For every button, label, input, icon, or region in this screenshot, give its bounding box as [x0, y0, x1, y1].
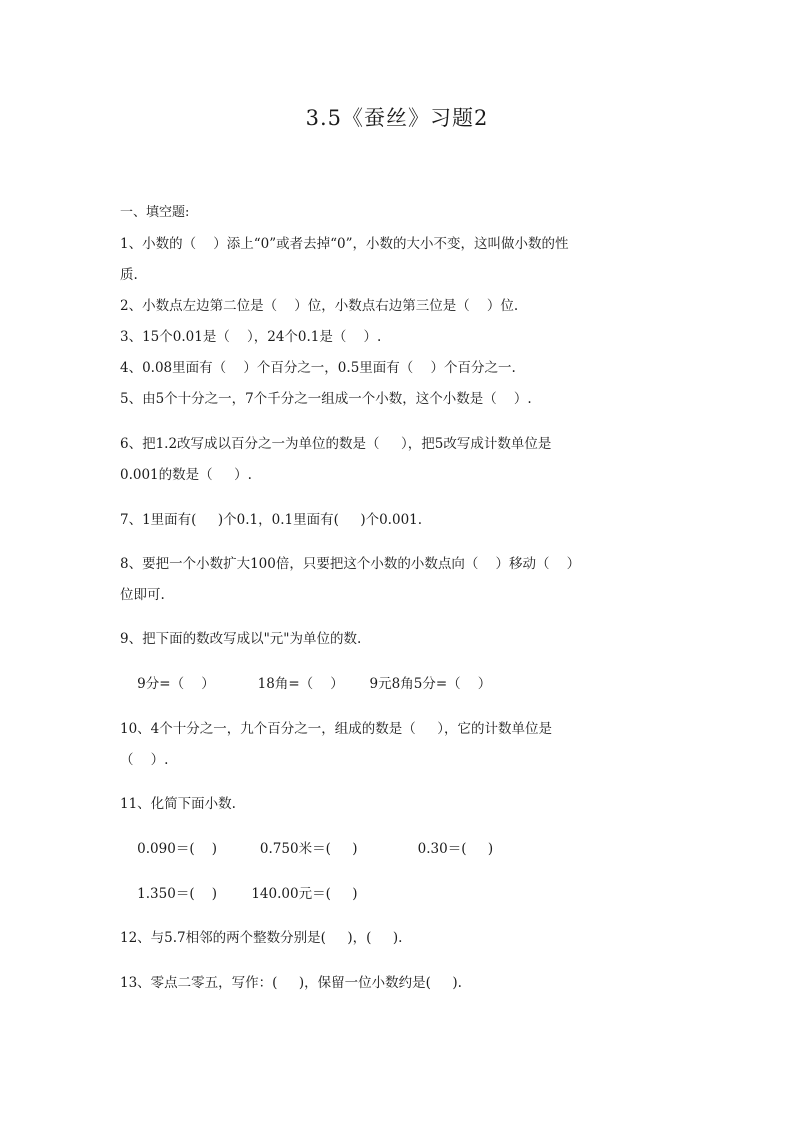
page-title: 3.5《蚕丝》习题2 — [305, 106, 489, 130]
question-3: 3、15个0.01是（ ），24个0.1是（ ）. — [120, 329, 382, 345]
question-7: 7、1里面有( )个0.1，0.1里面有( )个0.001. — [120, 512, 423, 528]
question-8-line-1: 8、要把一个小数扩大100倍，只要把这个小数的小数点向（ ）移动（ ） — [120, 556, 581, 572]
question-9-items: 9分=（ ） 18角=（ ） 9元8角5分=（ ） — [120, 676, 492, 692]
question-11-items-row-2: 1.350＝( ) 140.00元＝( ) — [120, 886, 358, 902]
question-6-line-1: 6、把1.2改写成以百分之一为单位的数是（ ），把5改写成计数单位是 — [120, 436, 552, 452]
question-9: 9、把下面的数改写成以"元"为单位的数. — [120, 631, 362, 647]
question-8-line-2: 位即可. — [120, 587, 165, 603]
question-5: 5、由5个十分之一，7个千分之一组成一个小数，这个小数是（ ）. — [120, 391, 532, 407]
question-10-line-1: 10、4个十分之一，九个百分之一，组成的数是（ ），它的计数单位是 — [120, 721, 552, 737]
question-13: 13、零点二零五，写作：( )，保留一位小数约是( ). — [120, 975, 462, 991]
question-4: 4、0.08里面有（ ）个百分之一，0.5里面有（ ）个百分之一. — [120, 360, 516, 376]
question-11: 11、化简下面小数. — [120, 796, 236, 812]
question-1-line-1: 1、小数的（ ）添上“0”或者去掉“0”，小数的大小不变，这叫做小数的性 — [120, 236, 569, 252]
question-6-line-2: 0.001的数是（ ）. — [120, 467, 252, 483]
section-heading: 一、填空题: — [120, 205, 190, 220]
question-11-items-row-1: 0.090＝( ) 0.750米＝( ) 0.30＝( ) — [120, 841, 494, 857]
question-1-line-2: 质. — [120, 267, 138, 283]
question-10-line-2: （ ）. — [120, 752, 169, 768]
question-12: 12、与5.7相邻的两个整数分别是( )，( ). — [120, 930, 403, 946]
question-2: 2、小数点左边第二位是（ ）位，小数点右边第三位是（ ）位. — [120, 298, 519, 314]
